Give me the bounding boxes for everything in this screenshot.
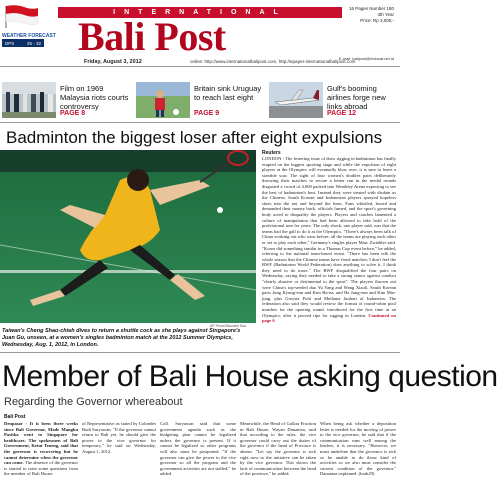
masthead-title: Bali Post (78, 14, 226, 59)
teaser-photo (136, 82, 190, 118)
issue-price: Price: Rp 3,000,- (360, 18, 394, 23)
photo-caption: Taiwan's Cheng Shao-chieh dives to return a shuttle cock as she plays against Singapore's Juan Gu, unseen, at a women's singles badminton match at the 2012 Summer Olympics, Wednesday, Aug. 1, 2012, in London. (2, 328, 241, 348)
issue-date: Friday, August 3, 2012 (84, 59, 142, 65)
teaser-page: PAGE 9 (194, 110, 220, 117)
story2-column (320, 421, 396, 477)
story2-lead: Denpasar - It is been three weeks since Bali Governor, Made Mangku Pastika went to Singapore for healthcare. The spokesmen of Bali Government, Ketut Teneng, said that the governor is recovering but he cannot determine when the governor can come. (4, 421, 78, 466)
teaser-text: Britain sink Uruguay to reach last eight (194, 84, 262, 102)
story-body (262, 156, 396, 324)
teaser-item[interactable] (0, 80, 133, 120)
story2-col2-text: of Representative as stated by Colonder Budi Suryawan. "If the governor cannot return to Bali yet, he should give the power to the vice governor for temporary," he said on Wednesday, August 1, 2012. (82, 421, 156, 454)
page-count: 16 Pages Number 180 (348, 6, 394, 11)
masthead-international: INTERNATIONAL (113, 9, 287, 16)
story2-headline[interactable]: Member of Bali House asking question (2, 360, 498, 393)
teaser-row (0, 80, 400, 120)
teaser-page: PAGE 8 (60, 110, 86, 117)
weather-label: WEATHER FORECAST (2, 33, 56, 39)
teaser-item[interactable] (134, 80, 267, 120)
story2-column (160, 421, 236, 477)
teaser-page: PAGE 12 (327, 110, 357, 117)
story2-column (82, 421, 156, 455)
divider (0, 122, 400, 123)
badminton-photo (0, 150, 256, 323)
story-body-text: LONDON - The festering issue of draw rigging in badminton has finally erupted on the biggest sporting stage and while the expulsion of eight players at the Olympics will eventually blow over, it is sure to leave a sizeable scar. The sight of four women's doubles pairs deliberately throwing their matches to secure a better run in the medal rounds disgusted a crowd of 4,000 packed into Wembley Arena expecting to see the best of badminton's best. Instead they were treated with disdain as the Chinese, South Korean and Indonesian players sprayed hopeless shots into the net and beyond the lines. Fans whistled, booed and demanded their money back, officials fumed, and the sport's governing body acted to disqualify the players. Players and coaches lamented a culture of manipulation that had been allowed to take hold of the professional tour for years. The only shock, one player said, was that the teams had the gall to do it at the Olympics. "There's always been talk of China working out who wins before; all the teams are playing each other or set to play each other," Germany's singles player Marc Zwiebler said. "Korea did something similar in a Thomas Cup event before," he added, referring to the national team-based event. "There has been talk the whole season that the Chinese teams have fixed matches; I don't feel the BWF (Badminton World Federation) does anything to solve it. I think they need to do more." The BWF disqualified the four pairs on Wednesday, saying they needed to take a strong stance against conduct "clearly abusive or detrimental to the sport". The players thrown out were China's top-seeded duo Yu Yang and Wang Xiaoli, South Korean pairs Jung Kyung-eun and Kim Ha-na, and Ha Jung-eun and Kim Min-jung, plus Greysia Polii and Meiliana Jauhari of Indonesia. The federation also said they would review the format of round-robin pool matches for the opening round, introduced for the first time at an Olympics, after it proved ripe for rigging in London. (262, 156, 396, 318)
divider (0, 66, 400, 67)
story2-subhead: Regarding the Governor whereabout (4, 396, 183, 408)
teaser-photo (269, 82, 323, 118)
continued-link[interactable]: Continued on page 6 (262, 312, 396, 324)
story2-column (240, 421, 316, 477)
teaser-photo (2, 82, 56, 118)
story2-byline: Bali Post (4, 414, 26, 420)
story-byline: Reuters (262, 150, 281, 156)
weather-temp: 25 - 32 (26, 40, 41, 46)
story2-col3-text: Coll. Suryawan said that some government agenda such as the budgeting plan cannot be legalized unless the governor is present. If it cannot be legalized so other programs will also must be postponed. "If the governor can give the power to the vice governor so all the program and the government activities are not stalled," he added. (160, 421, 236, 477)
story2-col4-text: Meanwhile, the Head of Golkar Fraction in Bali House, Wayan Dananiaa, said that according to the rules, the vice governor could carry out the duties of the governor if the head of Province is absent. "Let say the governor is sick right now so the initiative can be taken by the vice governor. This shows the lack of communication between the head of the province," he added. (240, 421, 316, 477)
issue-info (349, 6, 394, 24)
teaser-text: Gulf's booming airlines forge new links abroad (327, 84, 386, 111)
weather-box (2, 39, 44, 47)
issue-year: 4th Year (377, 12, 394, 17)
story2-column (4, 421, 78, 477)
story2-col5-text: When being ask whether a deposition letter is needed for the moving of power to the vice governor, he said that if the communication runs well among the leaders, it is necessary. "However, we must underline that the governor is sick so he unable to do those kind of activities so we also must consider the current condition of the governor." Dananiaa explained. (kmb29) (320, 421, 396, 477)
masthead (0, 0, 400, 65)
divider (0, 352, 400, 353)
teaser-text: Film on 1969 Malaysia riots courts controversy (60, 84, 129, 111)
contact-email[interactable]: E-mail: balipost@indosat.net.id (338, 56, 394, 61)
story-headline[interactable]: Badminton the biggest loser after eight expulsions (6, 128, 383, 147)
weather-city: DPS (5, 40, 15, 46)
indonesia-flag-icon (4, 4, 40, 30)
website-links[interactable]: online: http://www.internationalbalipost.com, http://epaper-internationalbalipost.com (190, 59, 356, 64)
story2-col1-text: The absence of the governor is started to raise some questions from the member of Bali House (4, 460, 79, 477)
teaser-item[interactable] (267, 80, 400, 120)
photo-credit: AP Photo/Saurabh Das (210, 324, 247, 328)
